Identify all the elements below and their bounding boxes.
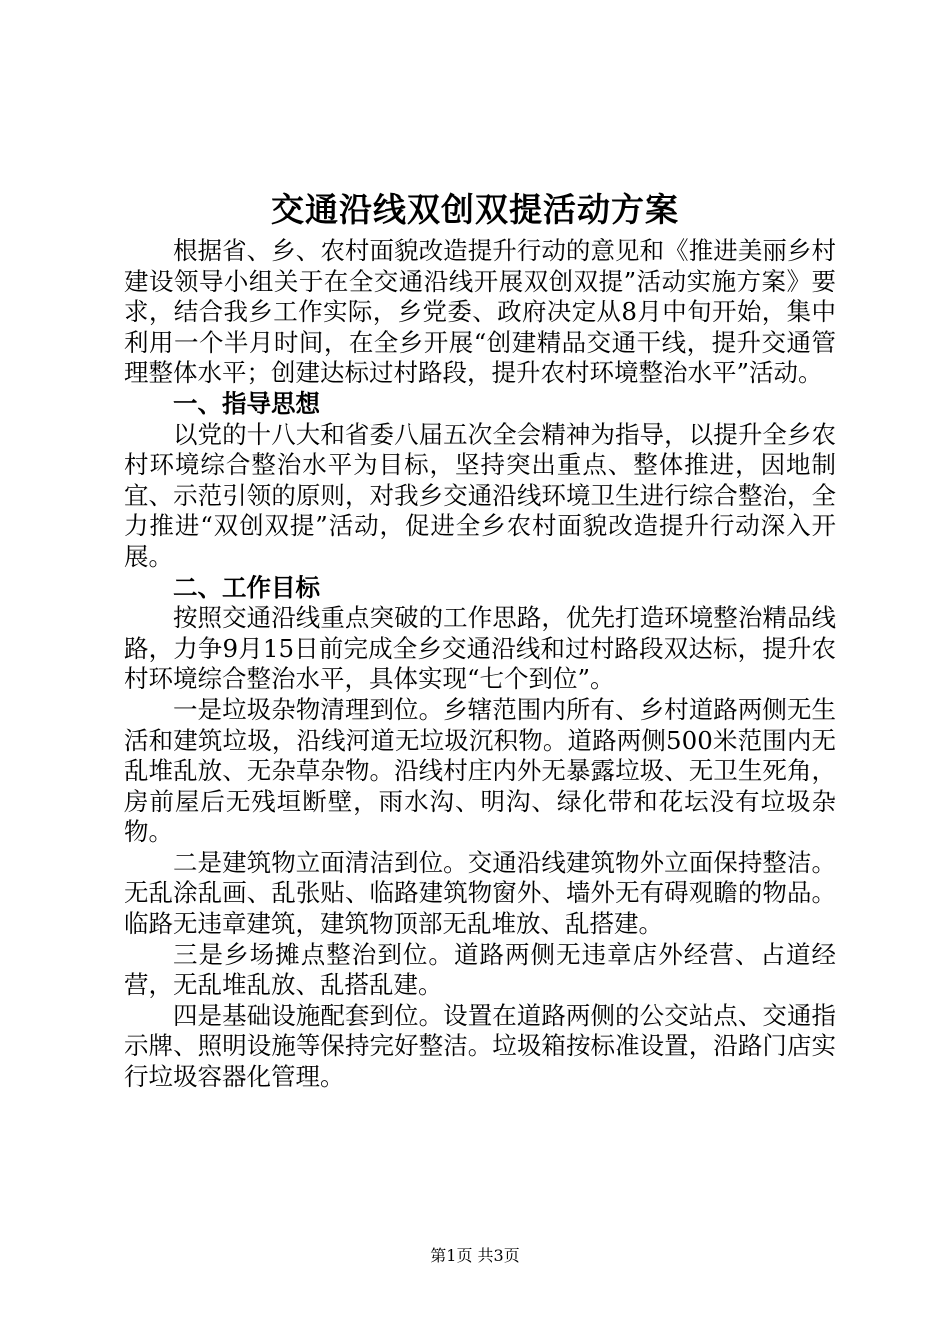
- goal-item-stalls: 三是乡场摊点整治到位。道路两侧无违章店外经营、占道经营，无乱堆乱放、乱搭乱建。: [124, 939, 836, 1000]
- section-paragraph-guiding-ideology: 以党的十八大和省委八届五次全会精神为指导，以提升全乡农村环境综合整治水平为目标，坚持突出重点、整体推进，因地制宜、示范引领的原则，对我乡交通沿线环境卫生进行综合整治，全力推进“双创双提”活动，促进全乡农村面貌改造提升行动深入开展。: [124, 419, 836, 571]
- goal-item-infrastructure: 四是基础设施配套到位。设置在道路两侧的公交站点、交通指示牌、照明设施等保持完好整洁。垃圾箱按标准设置，沿路门店实行垃圾容器化管理。: [124, 1000, 836, 1092]
- section-heading-work-goals: 二、工作目标: [173, 572, 320, 602]
- section-paragraph-work-goals: 按照交通沿线重点突破的工作思路，优先打造环境整治精品线路，力争9月15日前完成全乡交通沿线和过村路段双达标，提升农村环境综合整治水平，具体实现“七个到位”。: [124, 603, 836, 694]
- intro-paragraph: 根据省、乡、农村面貌改造提升行动的意见和《推进美丽乡村建设领导小组关于在全交通沿线开展双创双提”活动实施方案》要求，结合我乡工作实际，乡党委、政府决定从8月中旬开始，集中利用一个半月时间，在全乡开展“创建精品交通干线，提升交通管理整体水平；创建达标过村路段，提升农村环境整治水平”活动。: [124, 236, 836, 388]
- page-footer: 第1页 共3页: [430, 1246, 520, 1265]
- document-body: [124, 236, 836, 1093]
- goal-item-building-facade: 二是建筑物立面清洁到位。交通沿线建筑物外立面保持整洁。无乱涂乱画、乱张贴、临路建筑物窗外、墙外无有碍观瞻的物品。临路无违章建筑，建筑物顶部无乱堆放、乱搭建。: [124, 847, 836, 939]
- goal-item-garbage: 一是垃圾杂物清理到位。乡辖范围内所有、乡村道路两侧无生活和建筑垃圾，沿线河道无垃圾沉积物。道路两侧500米范围内无乱堆乱放、无杂草杂物。沿线村庄内外无暴露垃圾、无卫生死角，房前屋后无残垣断壁，雨水沟、明沟、绿化带和花坛没有垃圾杂物。: [124, 694, 836, 847]
- document-title: 交通沿线双创双提活动方案: [271, 190, 679, 229]
- section-heading-guiding-ideology: 一、指导思想: [173, 388, 320, 418]
